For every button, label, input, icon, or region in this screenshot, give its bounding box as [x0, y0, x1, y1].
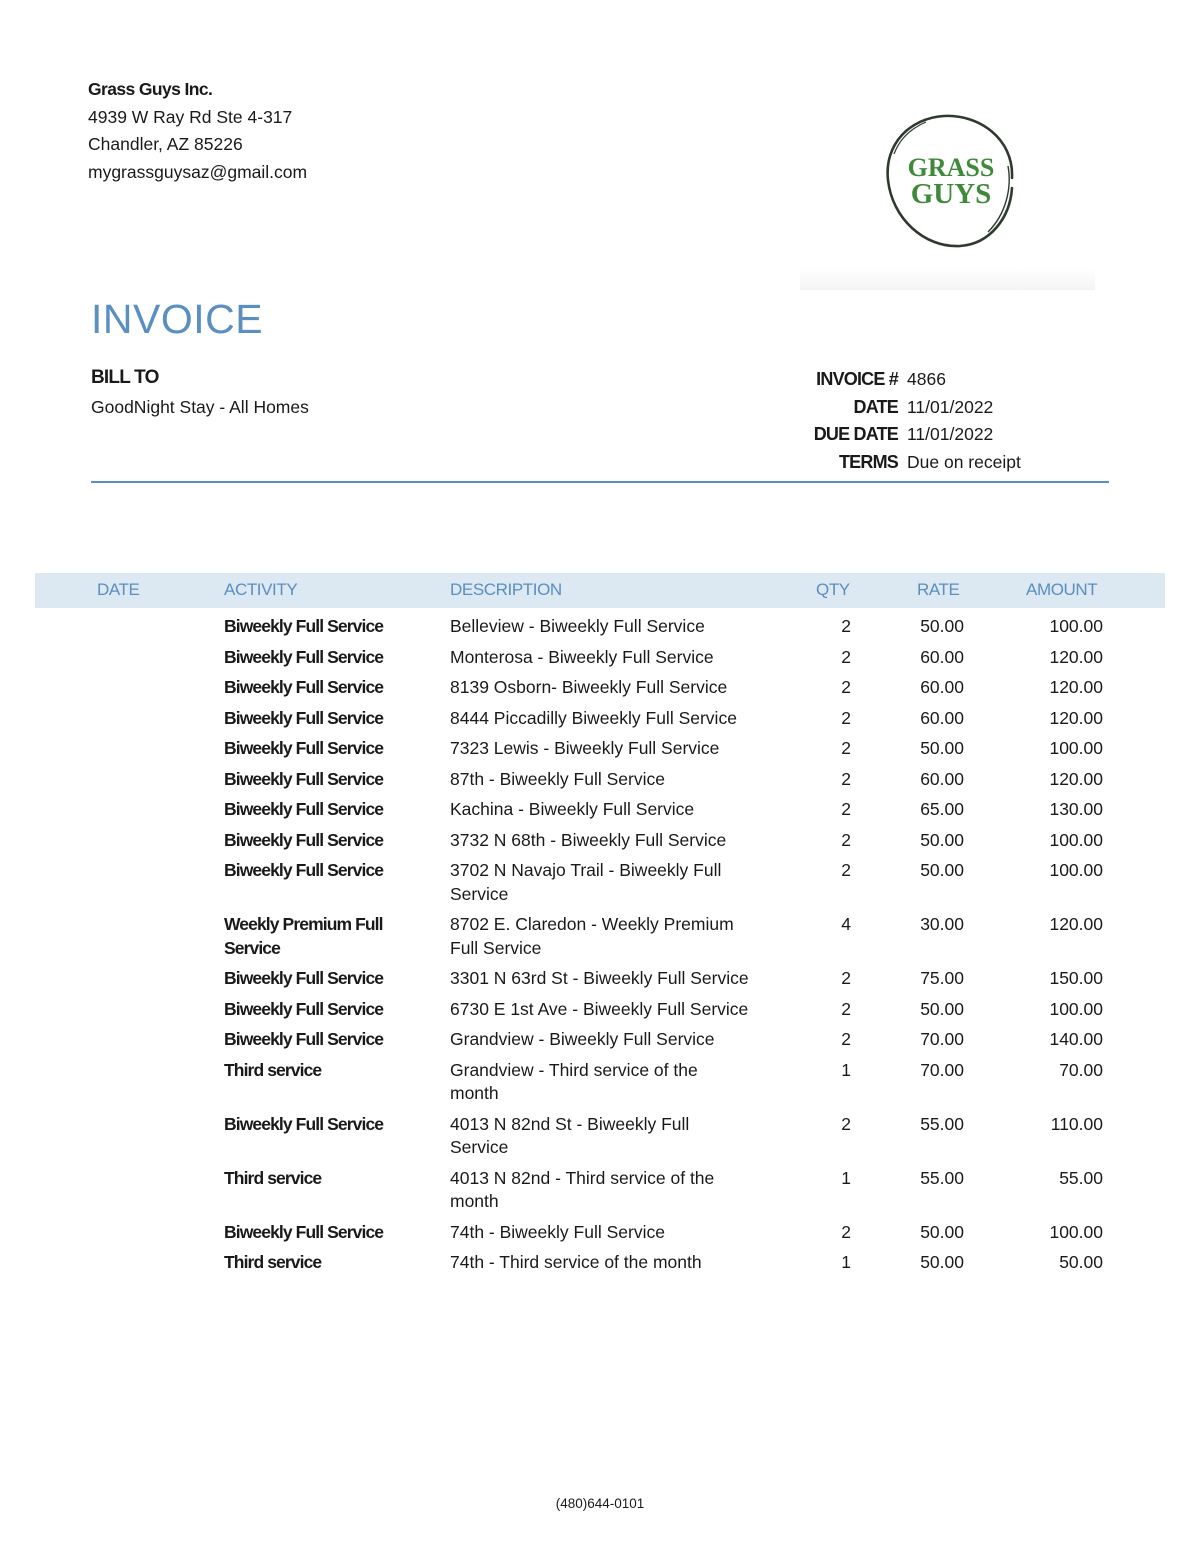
amount-cell: 70.00: [1059, 1059, 1103, 1080]
rate-cell: 50.00: [920, 829, 964, 850]
amount-cell: 50.00: [1059, 1252, 1103, 1272]
due-date-row: [760, 421, 1021, 449]
invoice-number-row: [760, 366, 1021, 394]
activity-cell: Biweekly Full Service: [224, 738, 384, 758]
description-cell: 6730 E 1st Ave - Biweekly Full Service: [450, 998, 749, 1019]
table-row: [0, 1028, 1200, 1059]
table-row: [0, 737, 1200, 768]
table-row: [0, 615, 1200, 646]
activity-cell: Biweekly Full Service: [224, 646, 384, 667]
table-row: [0, 998, 1200, 1029]
activity-cell: Biweekly Full Service: [224, 616, 384, 636]
activity-cell: Biweekly Full Service: [224, 768, 384, 789]
logo-text-grass: GRASS: [907, 153, 995, 182]
logo-shadow: [800, 268, 1095, 290]
due-date-label: DUE DATE: [813, 424, 898, 444]
rate-cell: 50.00: [920, 616, 964, 636]
activity-cell: Biweekly Full Service: [224, 677, 384, 697]
qty-cell: 2: [841, 738, 851, 758]
qty-cell: 2: [841, 1221, 851, 1242]
description-cell: 3301 N 63rd St - Biweekly Full Service: [450, 968, 749, 988]
amount-cell: 110.00: [1050, 1113, 1103, 1134]
qty-cell: 2: [841, 768, 851, 789]
amount-cell: 100.00: [1049, 616, 1103, 636]
rate-cell: 70.00: [920, 1059, 964, 1080]
table-row: [0, 1059, 1200, 1113]
table-row: [0, 676, 1200, 707]
qty-cell: 2: [841, 677, 851, 697]
table-row: [0, 1167, 1200, 1221]
amount-cell: 120.00: [1049, 707, 1103, 728]
header-qty: QTY: [816, 580, 850, 599]
terms-label: TERMS: [838, 451, 898, 472]
header-activity: ACTIVITY: [224, 580, 298, 599]
description-cell: 8444 Piccadilly Biweekly Full Service: [450, 707, 737, 728]
qty-cell: 2: [841, 799, 851, 819]
rate-cell: 50.00: [920, 738, 964, 758]
rate-cell: 55.00: [920, 1167, 964, 1188]
rate-cell: 75.00: [920, 968, 964, 988]
amount-cell: 120.00: [1049, 768, 1103, 789]
rate-cell: 55.00: [920, 1113, 964, 1134]
table-row: [0, 1251, 1200, 1282]
rate-cell: 50.00: [920, 1252, 964, 1272]
invoice-number-value: 4866: [907, 369, 946, 389]
rate-cell: 60.00: [920, 646, 964, 667]
table-row: [0, 768, 1200, 799]
amount-cell: 130.00: [1049, 799, 1103, 819]
terms-value: Due on receipt: [907, 451, 1021, 472]
bill-to-label: BILL TO: [91, 367, 159, 388]
bill-to-value: GoodNight Stay - All Homes: [91, 397, 309, 417]
company-address-line1: 4939 W Ray Rd Ste 4-317: [88, 106, 293, 127]
description-cell: Monterosa - Biweekly Full Service: [450, 646, 714, 667]
amount-cell: 120.00: [1049, 677, 1103, 697]
due-date-value: 11/01/2022: [907, 424, 994, 444]
company-logo: [800, 100, 1095, 290]
qty-cell: 1: [841, 1252, 851, 1272]
activity-cell: Weekly Premium Full Service: [224, 914, 383, 958]
invoice-number-label: INVOICE #: [816, 369, 898, 389]
description-cell: 7323 Lewis - Biweekly Full Service: [450, 738, 720, 758]
rate-cell: 60.00: [920, 768, 964, 789]
rate-cell: 50.00: [920, 998, 964, 1019]
amount-cell: 100.00: [1049, 998, 1103, 1019]
qty-cell: 1: [841, 1167, 851, 1188]
qty-cell: 2: [841, 860, 851, 880]
description-cell: 74th - Biweekly Full Service: [450, 1221, 665, 1242]
header-date: DATE: [97, 580, 140, 599]
qty-cell: 2: [841, 998, 851, 1019]
company-name: Grass Guys Inc.: [88, 79, 213, 99]
activity-cell: Biweekly Full Service: [224, 799, 384, 819]
amount-cell: 120.00: [1049, 646, 1103, 667]
footer-phone: (480)644-0101: [555, 1496, 645, 1511]
activity-cell: Third service: [224, 1252, 322, 1272]
amount-cell: 100.00: [1049, 829, 1103, 850]
activity-cell: Biweekly Full Service: [224, 1113, 384, 1134]
amount-cell: 120.00: [1049, 914, 1103, 934]
table-row: [0, 859, 1200, 913]
amount-cell: 100.00: [1049, 1221, 1103, 1242]
invoice-meta: [760, 366, 1021, 476]
activity-cell: Third service: [224, 1059, 322, 1080]
description-cell: 74th - Third service of the month: [450, 1252, 702, 1272]
activity-cell: Biweekly Full Service: [224, 860, 384, 880]
activity-cell: Third service: [224, 1167, 322, 1188]
rate-cell: 60.00: [920, 677, 964, 697]
line-items: [0, 615, 1200, 1282]
header-rate: RATE: [917, 580, 960, 599]
table-row: [0, 646, 1200, 677]
table-row: [0, 829, 1200, 860]
company-email: mygrassguysaz@gmail.com: [88, 161, 308, 182]
invoice-date-row: [760, 394, 1021, 422]
activity-cell: Biweekly Full Service: [224, 707, 384, 728]
amount-cell: 100.00: [1049, 860, 1103, 880]
qty-cell: 2: [841, 829, 851, 850]
description-cell: Kachina - Biweekly Full Service: [450, 799, 695, 819]
amount-cell: 100.00: [1049, 738, 1103, 758]
table-row: [0, 1221, 1200, 1252]
rate-cell: 50.00: [920, 1221, 964, 1242]
qty-cell: 2: [841, 646, 851, 667]
description-cell: Grandview - Biweekly Full Service: [450, 1029, 715, 1049]
description-cell: 87th - Biweekly Full Service: [450, 768, 665, 789]
description-cell: 4013 N 82nd St - Biweekly Full Service: [450, 1113, 690, 1157]
qty-cell: 2: [841, 707, 851, 728]
qty-cell: 2: [841, 1113, 851, 1134]
table-row: [0, 1113, 1200, 1167]
description-cell: Grandview - Third service of the month: [450, 1059, 698, 1103]
logo-text-guys: GUYS: [910, 178, 992, 210]
invoice-date-label: DATE: [853, 396, 898, 417]
table-row: [0, 913, 1200, 967]
invoice-date-value: 11/01/2022: [907, 396, 994, 417]
activity-cell: Biweekly Full Service: [224, 1029, 384, 1049]
rate-cell: 70.00: [920, 1029, 964, 1049]
header-description: DESCRIPTION: [450, 580, 562, 599]
header-divider: [91, 481, 1109, 483]
table-row: [0, 967, 1200, 998]
rate-cell: 60.00: [920, 707, 964, 728]
company-info: [88, 76, 307, 186]
rate-cell: 30.00: [920, 914, 964, 934]
description-cell: 8139 Osborn- Biweekly Full Service: [450, 677, 728, 697]
invoice-title: INVOICE: [91, 296, 264, 342]
amount-cell: 140.00: [1049, 1029, 1103, 1049]
table-header: [35, 573, 1165, 608]
amount-cell: 150.00: [1049, 968, 1103, 988]
rate-cell: 65.00: [920, 799, 964, 819]
description-cell: 4013 N 82nd - Third service of the month: [450, 1167, 715, 1211]
activity-cell: Biweekly Full Service: [224, 1221, 384, 1242]
qty-cell: 4: [841, 914, 851, 934]
qty-cell: 2: [841, 616, 851, 636]
company-address-line2: Chandler, AZ 85226: [88, 134, 243, 154]
table-row: [0, 798, 1200, 829]
description-cell: 3702 N Navajo Trail - Biweekly Full Service: [450, 860, 722, 904]
rate-cell: 50.00: [920, 860, 964, 880]
qty-cell: 1: [841, 1059, 851, 1080]
logo-ring-icon: [878, 108, 1023, 258]
description-cell: 3732 N 68th - Biweekly Full Service: [450, 829, 727, 850]
header-amount: AMOUNT: [1026, 580, 1098, 599]
activity-cell: Biweekly Full Service: [224, 998, 384, 1019]
qty-cell: 2: [841, 1029, 851, 1049]
table-row: [0, 707, 1200, 738]
activity-cell: Biweekly Full Service: [224, 829, 384, 850]
terms-row: [760, 449, 1021, 477]
amount-cell: 55.00: [1059, 1167, 1103, 1188]
description-cell: 8702 E. Claredon - Weekly Premium Full Service: [450, 914, 734, 958]
activity-cell: Biweekly Full Service: [224, 968, 384, 988]
description-cell: Belleview - Biweekly Full Service: [450, 616, 705, 636]
qty-cell: 2: [841, 968, 851, 988]
